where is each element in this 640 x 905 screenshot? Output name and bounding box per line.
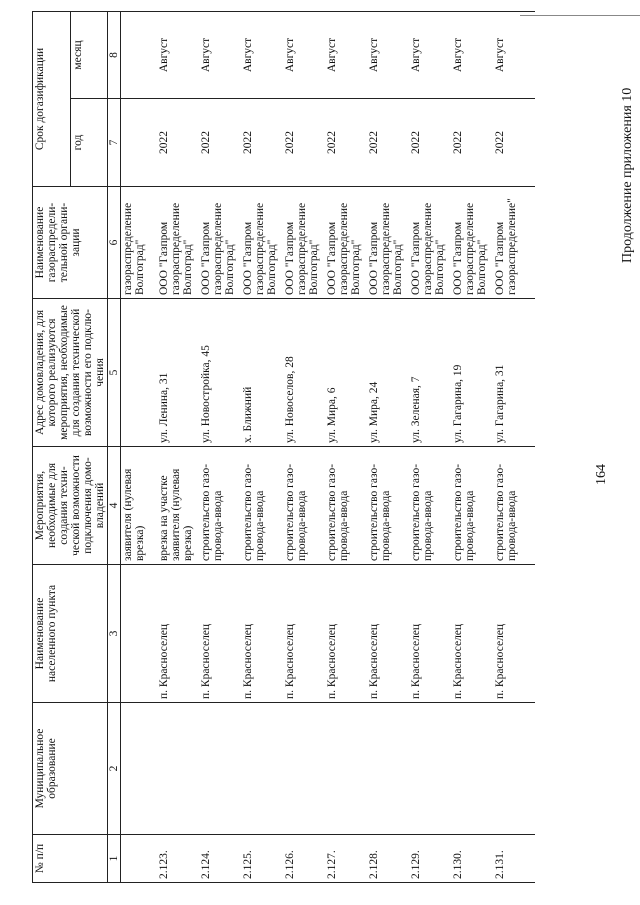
continuation-org: газораспределение Волгоград"	[121, 187, 158, 299]
cell-measures: строительство газо-провода-ввода	[283, 447, 325, 565]
column-number: 5	[108, 299, 121, 447]
cell-year: 2022	[451, 99, 493, 187]
column-number: 3	[108, 565, 121, 703]
cell-settlement: п. Красноселец	[199, 565, 241, 703]
cell-municipality	[157, 703, 199, 835]
cell-address: ул. Новостройка, 45	[199, 299, 241, 447]
cell-num: 2.128.	[367, 835, 409, 883]
cell-settlement: п. Красноселец	[241, 565, 283, 703]
cell-month: Август	[199, 12, 241, 99]
continuation-row	[121, 12, 158, 883]
cell-year: 2022	[199, 99, 241, 187]
column-number: 2	[108, 703, 121, 835]
cell-measures: строительство газо-провода-ввода	[325, 447, 367, 565]
cell-measures: врезка на участке заявителя (нулевая врезка)	[157, 447, 199, 565]
cell-settlement: п. Красноселец	[451, 565, 493, 703]
cell-address: ул. Мира, 24	[367, 299, 409, 447]
cell-settlement: п. Красноселец	[493, 565, 535, 703]
cell-num: 2.127.	[325, 835, 367, 883]
cell-settlement: п. Красноселец	[409, 565, 451, 703]
cell-num: 2.124.	[199, 835, 241, 883]
cell-org: ООО "Газпром газораспределение Волгоград"	[409, 187, 451, 299]
cell-org: ООО "Газпром газораспределение Волгоград"	[241, 187, 283, 299]
cell-num: 2.126.	[283, 835, 325, 883]
cell-measures: строительство газо-провода-ввода	[367, 447, 409, 565]
cell-year: 2022	[367, 99, 409, 187]
column-number: 6	[108, 187, 121, 299]
table-row	[493, 12, 535, 883]
cell-num: 2.123.	[157, 835, 199, 883]
cell-year: 2022	[157, 99, 199, 187]
header-address: Адрес домовладения, для которого реализуются мероприятия, необходимые для создания технической возможности его подклю-чения	[33, 299, 108, 447]
cell-address: ул. Ленина, 31	[157, 299, 199, 447]
column-number: 1	[108, 835, 121, 883]
table-row	[283, 12, 325, 883]
cell-org: ООО "Газпром газораспределение Волгоград"	[367, 187, 409, 299]
cell-municipality	[451, 703, 493, 835]
cell-address: х. Ближний	[241, 299, 283, 447]
column-number: 4	[108, 447, 121, 565]
cell-municipality	[199, 703, 241, 835]
table-row	[409, 12, 451, 883]
cell-address: ул. Гагарина, 19	[451, 299, 493, 447]
cell-org: ООО "Газпром газораспределение Волгоград"	[199, 187, 241, 299]
cell-month: Август	[493, 12, 535, 99]
cell-month: Август	[367, 12, 409, 99]
header-year: год	[70, 99, 108, 187]
cell-month: Август	[283, 12, 325, 99]
cell-num: 2.129.	[409, 835, 451, 883]
continuation-measures: заявителя (нулевая врезка)	[121, 447, 158, 565]
cell-org: ООО "Газпром газораспределение Волгоград"	[157, 187, 199, 299]
cell-num: 2.131.	[493, 835, 535, 883]
cell-settlement: п. Красноселец	[367, 565, 409, 703]
cell-address: ул. Зеленая, 7	[409, 299, 451, 447]
cell-measures: строительство газо-провода-ввода	[241, 447, 283, 565]
table-row	[199, 12, 241, 883]
cell-address: ул. Гагарина, 31	[493, 299, 535, 447]
cell-address: ул. Мира, 6	[325, 299, 367, 447]
cell-municipality	[325, 703, 367, 835]
table-row	[451, 12, 493, 883]
header-municipality: Муниципальное образование	[33, 703, 108, 835]
cell-month: Август	[157, 12, 199, 99]
header-term: Срок догазификации	[33, 12, 71, 187]
cell-month: Август	[409, 12, 451, 99]
cell-municipality	[367, 703, 409, 835]
cell-num: 2.125.	[241, 835, 283, 883]
cell-year: 2022	[325, 99, 367, 187]
cell-measures: строительство газо-провода-ввода	[199, 447, 241, 565]
header-month: месяц	[70, 12, 108, 99]
cell-month: Август	[241, 12, 283, 99]
cell-year: 2022	[241, 99, 283, 187]
cell-measures: строительство газо-провода-ввода	[451, 447, 493, 565]
cell-year: 2022	[493, 99, 535, 187]
cell-municipality	[493, 703, 535, 835]
cell-num: 2.130.	[451, 835, 493, 883]
cell-org: ООО "Газпром газораспределение Волгоград"	[325, 187, 367, 299]
cell-measures: строительство газо-провода-ввода	[409, 447, 451, 565]
column-number: 7	[108, 99, 121, 187]
cell-address: ул. Новоселов, 28	[283, 299, 325, 447]
cell-month: Август	[325, 12, 367, 99]
table-row	[241, 12, 283, 883]
cell-org: ООО "Газпром газораспределение Волгоград"	[451, 187, 493, 299]
cell-settlement: п. Красноселец	[325, 565, 367, 703]
cell-settlement: п. Красноселец	[283, 565, 325, 703]
cell-municipality	[409, 703, 451, 835]
column-number-row	[108, 12, 121, 883]
header-settlement: Наименование населенного пункта	[33, 565, 108, 703]
cell-measures: строительство газо-провода-ввода	[493, 447, 535, 565]
cell-settlement: п. Красноселец	[157, 565, 199, 703]
header-measures: Мероприятия, необходимые для создания техни-ческой возможности подключения домо-владений	[33, 447, 108, 565]
header-row	[33, 12, 71, 883]
page-number: 164	[594, 464, 609, 485]
cell-municipality	[283, 703, 325, 835]
table-row	[367, 12, 409, 883]
gasification-table	[32, 11, 535, 883]
appendix-caption: Продолжение приложения 10	[620, 87, 635, 263]
cell-year: 2022	[283, 99, 325, 187]
cell-month: Август	[451, 12, 493, 99]
cell-year: 2022	[409, 99, 451, 187]
cell-org: ООО "Газпром газораспределение Волгоград"	[283, 187, 325, 299]
cell-org: ООО "Газпром газораспределение"	[493, 187, 535, 299]
table-row	[325, 12, 367, 883]
header-org: Наименование газораспредели-тельной органи-зации	[33, 187, 108, 299]
header-num: № п/п	[33, 835, 108, 883]
table-row	[157, 12, 199, 883]
cell-municipality	[241, 703, 283, 835]
column-number: 8	[108, 12, 121, 99]
